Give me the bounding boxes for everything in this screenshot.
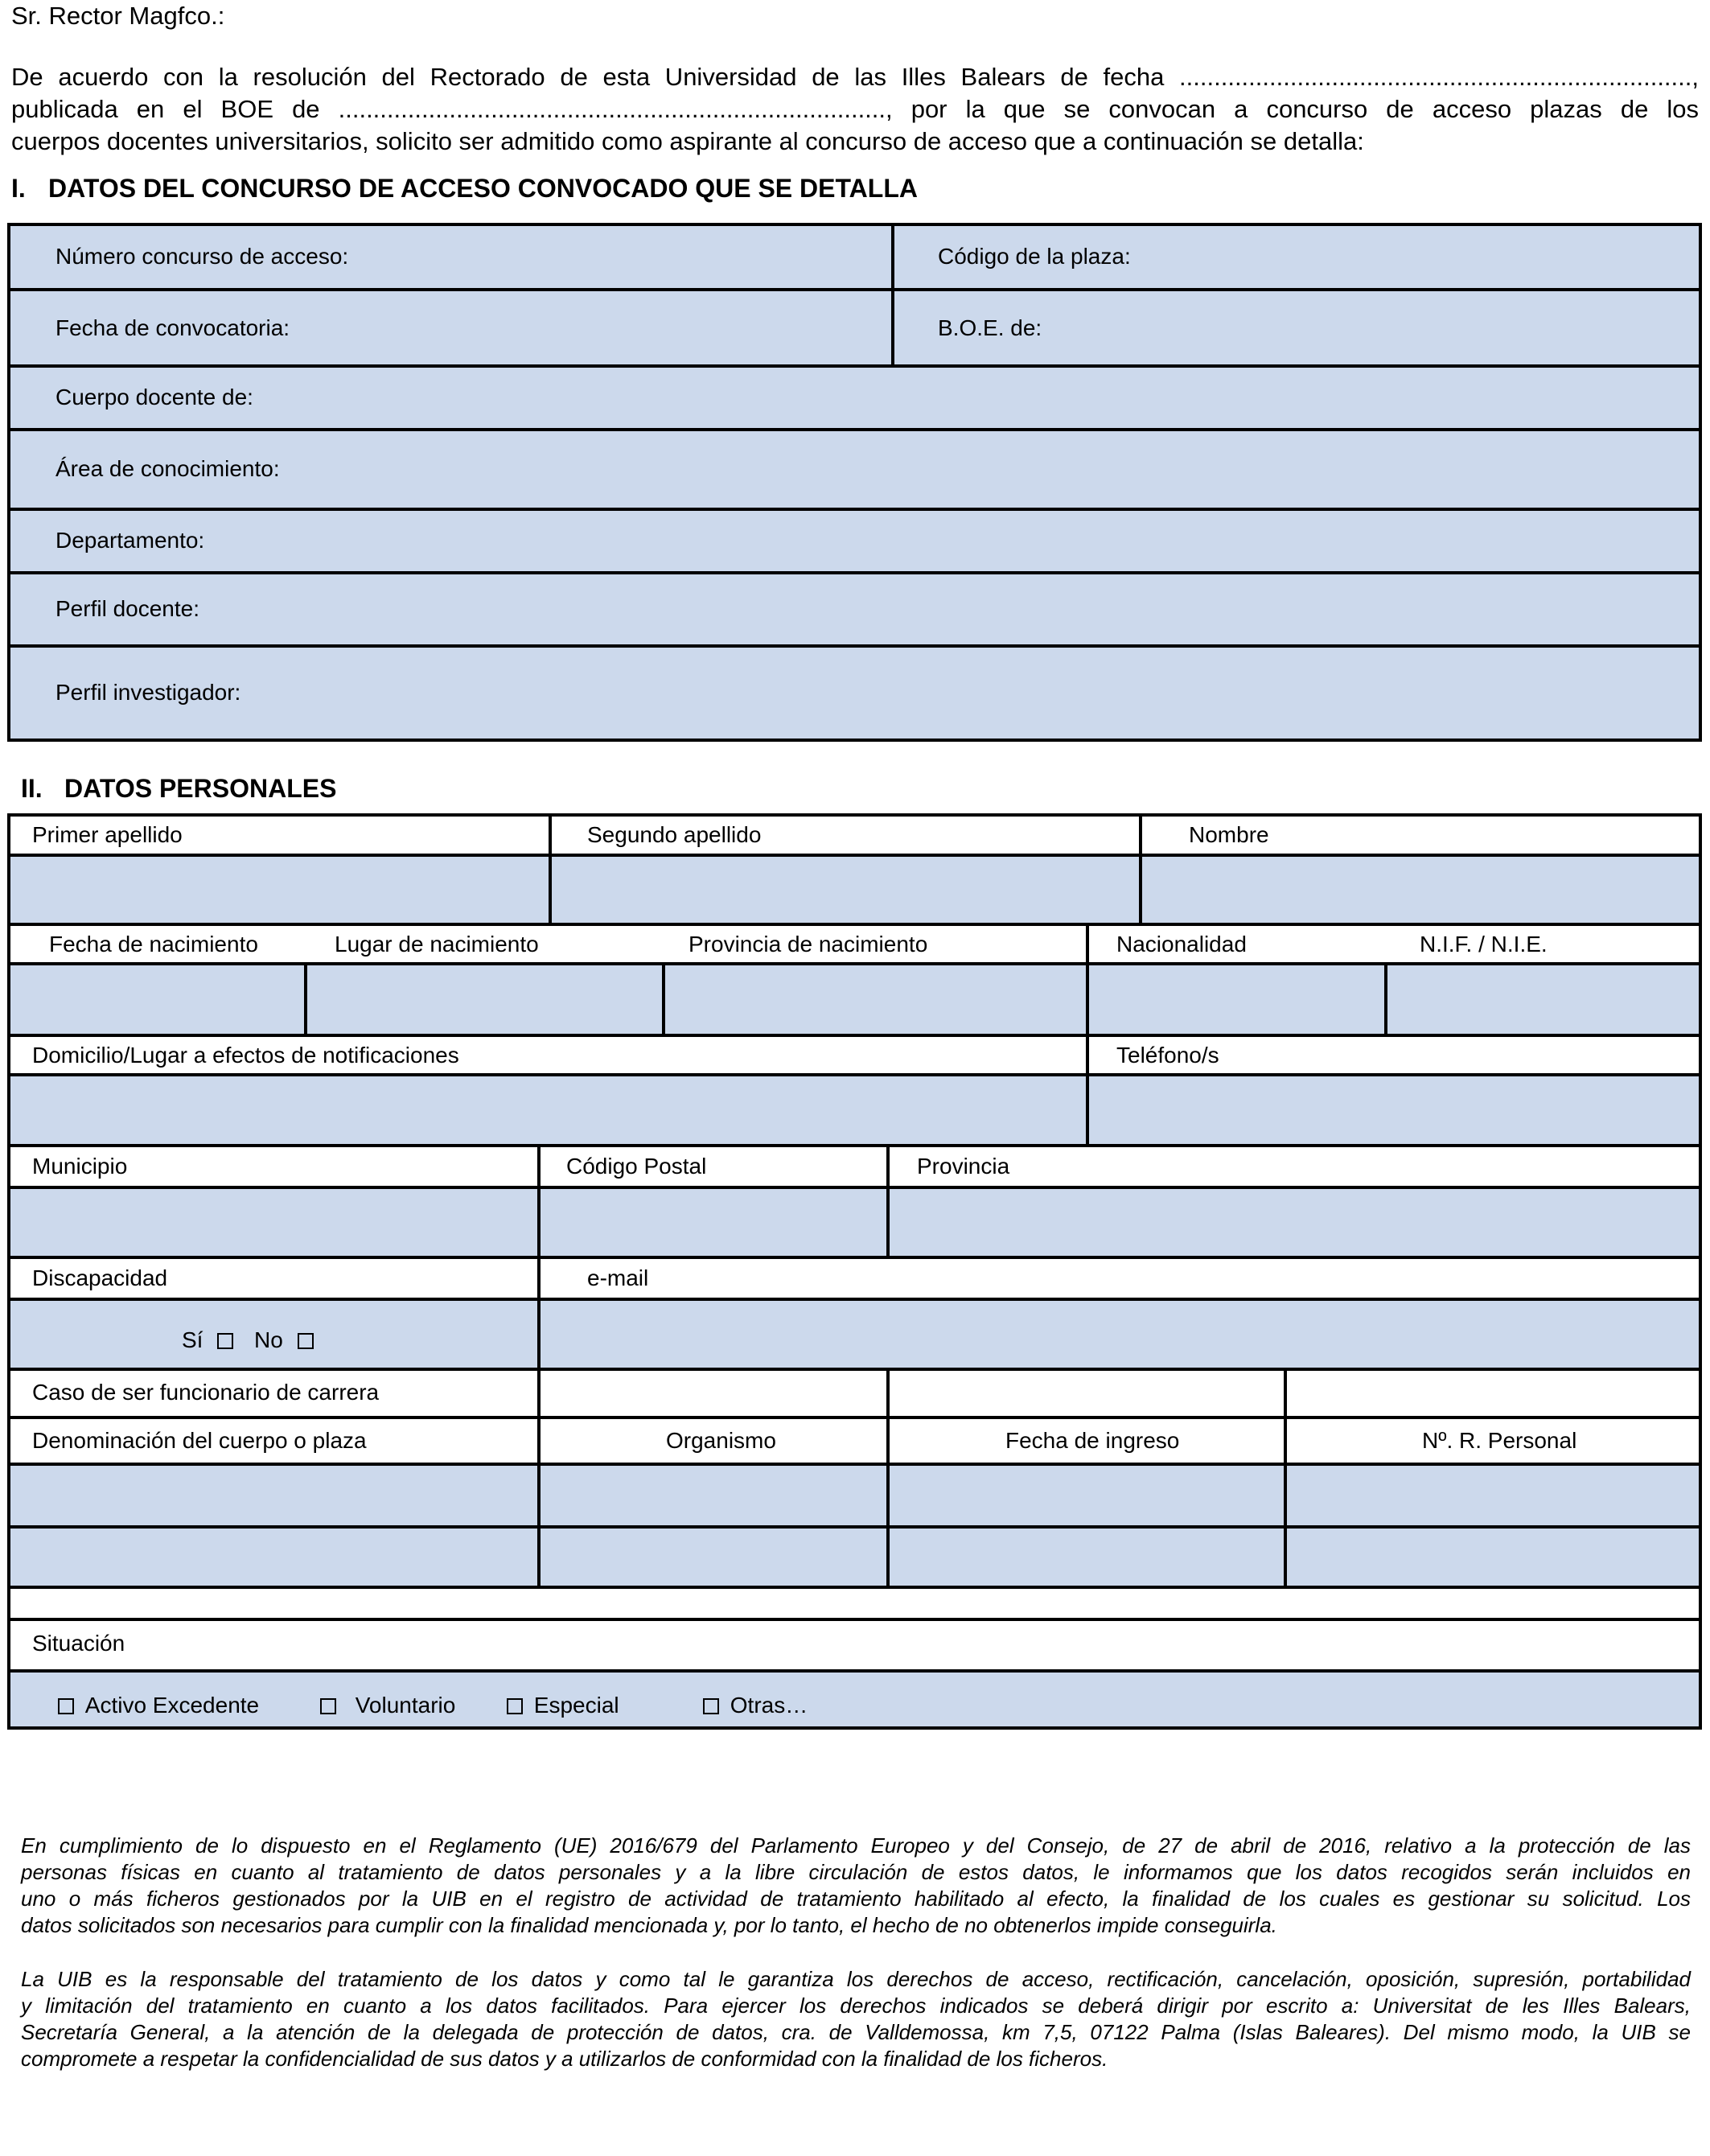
municipio-input[interactable]	[10, 1189, 537, 1256]
border	[7, 1726, 1702, 1730]
no-label: No	[254, 1327, 283, 1352]
provincia-nacimiento-input[interactable]	[665, 965, 1086, 1034]
fecha-convocatoria-field[interactable]: Fecha de convocatoria:	[55, 315, 290, 340]
border	[7, 223, 1702, 226]
otras-checkbox[interactable]	[703, 1698, 719, 1714]
legal-line: La UIB es la responsable del tratamiento de los datos y como tal le garantiza los derechos de acceso, rectificación, cancelación, oposición, supresión, portabilidad	[21, 1967, 1691, 1991]
border	[7, 364, 1702, 368]
section2-title: DATOS PERSONALES	[64, 774, 337, 803]
provincia-label: Provincia	[917, 1154, 1010, 1179]
situacion-label: Situación	[32, 1631, 125, 1656]
telefono-label: Teléfono/s	[1116, 1043, 1219, 1068]
discapacidad-no[interactable]	[254, 1327, 314, 1353]
nombre-label: Nombre	[1189, 822, 1269, 847]
border	[7, 813, 1702, 817]
label-row	[539, 1369, 1700, 1417]
funcionario-label: Caso de ser funcionario de carrera	[32, 1380, 380, 1405]
email-input[interactable]	[541, 1301, 1699, 1368]
salutation: Sr. Rector Magfco.:	[11, 2, 225, 30]
domicilio-input[interactable]	[10, 1076, 1086, 1144]
legal-line: uno o más ficheros gestionados por la UIB en el registro de actividad de tratamiento habilitado al efecto, la finalidad de los cuales es gestionar su solicitud. Los	[21, 1886, 1691, 1911]
border	[1699, 813, 1702, 1730]
label-row	[8, 1258, 1700, 1298]
legal-paragraph-1	[21, 1833, 1691, 1939]
provincia-nacimiento-label: Provincia de nacimiento	[689, 932, 928, 957]
voluntario-option[interactable]	[320, 1693, 455, 1718]
organismo-label: Organismo	[666, 1428, 776, 1453]
intro-line-1: De acuerdo con la resolución del Rectorado de esta Universidad de las Illes Balears de fecha ..........................................................................,	[11, 63, 1699, 91]
boe-field[interactable]: B.O.E. de:	[938, 315, 1042, 340]
municipio-label: Municipio	[32, 1154, 128, 1179]
telefono-input[interactable]	[1089, 1076, 1699, 1144]
area-conocimiento-field[interactable]: Área de conocimiento:	[55, 456, 280, 481]
border	[7, 1416, 1702, 1419]
activo-excedente-label: Activo Excedente	[84, 1693, 260, 1718]
codigo-postal-label: Código Postal	[566, 1154, 707, 1179]
voluntario-label: Voluntario	[355, 1693, 456, 1718]
primer-apellido-input[interactable]	[10, 857, 549, 923]
fecha-nacimiento-input[interactable]	[10, 965, 304, 1034]
fecha-ingreso-input-1[interactable]	[890, 1466, 1284, 1525]
denominacion-input-2[interactable]	[10, 1529, 537, 1586]
legal-line: En cumplimiento de lo dispuesto en el Reglamento (UE) 2016/679 del Parlamento Europeo y del Consejo, de 27 de abril de 2016, relativo a la protección de las	[21, 1833, 1691, 1858]
primer-apellido-label: Primer apellido	[32, 822, 183, 847]
section2-number: II.	[21, 774, 43, 803]
legal-line: y limitación del tratamiento en cuanto a los datos facilitados. Para ejercer los derechos indicados se deberá dirigir por escrito a: Universitat de les Illes Balears,	[21, 1993, 1691, 2018]
codigo-plaza-field[interactable]: Código de la plaza:	[938, 244, 1131, 269]
nacionalidad-input[interactable]	[1089, 965, 1384, 1034]
denominacion-input-1[interactable]	[10, 1466, 537, 1525]
border	[7, 1368, 1702, 1371]
border	[7, 1256, 1702, 1259]
organismo-input-2[interactable]	[541, 1529, 886, 1586]
border	[1699, 223, 1702, 742]
activo-excedente-checkbox[interactable]	[58, 1698, 74, 1714]
legal-line: Secretaría General, a la atención de la delegada de protección de datos, cra. de Valldemossa, km 7,5, 07122 Palma (Islas Baleares). Del mismo modo, la UIB se	[21, 2020, 1691, 2044]
intro-paragraph	[11, 61, 1699, 158]
lugar-nacimiento-label: Lugar de nacimiento	[335, 932, 539, 957]
no-checkbox[interactable]	[298, 1333, 314, 1349]
nrp-input-1[interactable]	[1287, 1466, 1699, 1525]
nrp-input-2[interactable]	[1287, 1529, 1699, 1586]
segundo-apellido-label: Segundo apellido	[587, 822, 762, 847]
email-label: e-mail	[587, 1265, 649, 1290]
otras-label: Otras…	[730, 1693, 808, 1718]
legal-paragraph-2	[21, 1966, 1691, 2072]
border	[7, 1144, 1702, 1147]
cuerpo-docente-field[interactable]: Cuerpo docente de:	[55, 385, 253, 409]
border	[7, 1618, 1702, 1621]
border	[7, 1586, 1702, 1589]
border	[7, 813, 10, 1730]
nacionalidad-label: Nacionalidad	[1116, 932, 1247, 957]
border	[7, 739, 1702, 742]
intro-line-3: cuerpos docentes universitarios, solicito ser admitido como aspirante al concurso de acceso que a continuación se detalla:	[11, 127, 1364, 155]
lugar-nacimiento-input[interactable]	[307, 965, 662, 1034]
nif-input[interactable]	[1387, 965, 1699, 1034]
si-checkbox[interactable]	[217, 1333, 233, 1349]
especial-label: Especial	[533, 1693, 619, 1718]
border	[7, 223, 10, 742]
border	[7, 644, 1702, 648]
departamento-field[interactable]: Departamento:	[55, 528, 205, 553]
especial-option[interactable]	[507, 1693, 619, 1718]
nrp-label: Nº. R. Personal	[1422, 1428, 1577, 1453]
discapacidad-si[interactable]	[182, 1327, 233, 1353]
border	[7, 428, 1702, 431]
label-row	[8, 1146, 1700, 1187]
segundo-apellido-input[interactable]	[552, 857, 1139, 923]
legal-line: personas físicas en cuanto al tratamiento de datos personales y a la libre circulación de estos datos, le informamos que los datos recogidos serán incluidos en	[21, 1860, 1691, 1884]
label-row	[8, 1587, 1700, 1671]
si-label: Sí	[182, 1327, 203, 1352]
border	[7, 1669, 1702, 1673]
border	[7, 1034, 1702, 1037]
section1-title: DATOS DEL CONCURSO DE ACCESO CONVOCADO QUE SE DETALLA	[48, 174, 918, 203]
fecha-ingreso-label: Fecha de ingreso	[1005, 1428, 1180, 1453]
nombre-input[interactable]	[1142, 857, 1699, 923]
especial-checkbox[interactable]	[507, 1698, 523, 1714]
border	[7, 508, 1702, 511]
border	[7, 288, 1702, 291]
perfil-investigador-field[interactable]: Perfil investigador:	[55, 680, 241, 705]
perfil-docente-field[interactable]: Perfil docente:	[55, 596, 199, 621]
intro-line-2: publicada en el BOE de ..............................................................................., por la que se convocan a concurso de acceso plazas de los	[11, 95, 1699, 123]
codigo-postal-input[interactable]	[541, 1189, 886, 1256]
discapacidad-label: Discapacidad	[32, 1265, 168, 1290]
denominacion-label: Denominación del cuerpo o plaza	[32, 1428, 367, 1453]
border	[891, 223, 894, 368]
domicilio-label: Domicilio/Lugar a efectos de notificaciones	[32, 1043, 459, 1068]
voluntario-checkbox[interactable]	[320, 1698, 336, 1714]
border	[7, 923, 1702, 926]
activo-excedente-option[interactable]	[58, 1693, 259, 1718]
numero-concurso-field[interactable]: Número concurso de acceso:	[55, 244, 349, 269]
organismo-input-1[interactable]	[541, 1466, 886, 1525]
legal-line: compromete a respetar la confidencialidad de sus datos y a utilizarlos de conformidad con la finalidad de los ficheros.	[21, 2047, 1108, 2071]
provincia-input[interactable]	[890, 1189, 1699, 1256]
fecha-nacimiento-label: Fecha de nacimiento	[49, 932, 258, 957]
legal-line: datos solicitados son necesarios para cumplir con la finalidad mencionada y, por lo tanto, el hecho de no obtenerlos impide conseguirla.	[21, 1913, 1277, 1937]
nif-label: N.I.F. / N.I.E.	[1420, 932, 1548, 957]
label-row	[8, 815, 1700, 854]
section1-number: I.	[11, 174, 26, 203]
section1-fill	[8, 224, 1700, 740]
border	[7, 571, 1702, 574]
otras-option[interactable]	[703, 1693, 808, 1718]
fecha-ingreso-input-2[interactable]	[890, 1529, 1284, 1586]
